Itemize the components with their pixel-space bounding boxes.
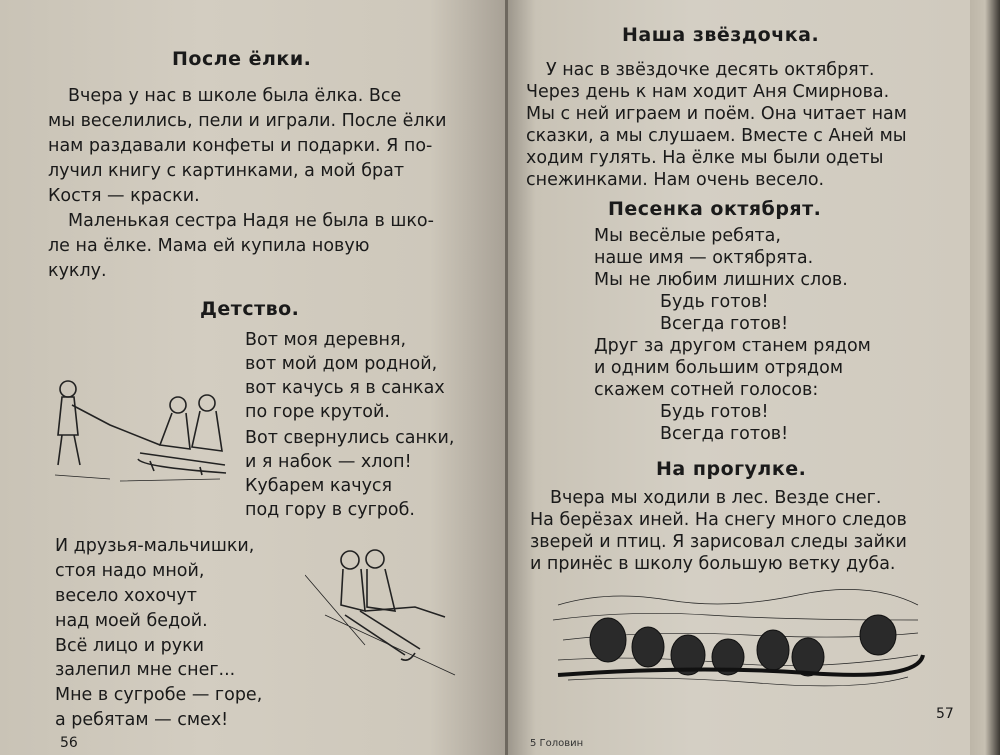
right-page — [508, 0, 970, 755]
text-line: нам раздавали конфеты и подарки. Я по- — [48, 136, 433, 156]
poem-line: скажем сотней голосов: — [594, 380, 819, 400]
poem-line: Кубарем качуся — [245, 476, 393, 496]
text-line: ходим гулять. На ёлке мы были одеты — [526, 148, 884, 168]
text-line: У нас в звёздочке десять октябрят. — [546, 60, 875, 80]
poem-line: и одним большим отрядом — [594, 358, 844, 378]
text-line: куклу. — [48, 261, 107, 281]
text-line: На берёзах иней. На снегу много следов — [530, 510, 907, 530]
text-line: и принёс в школу большую ветку дуба. — [530, 554, 896, 574]
poem-line: вот мой дом родной, — [245, 354, 438, 374]
heading-detstvo: Детство. — [200, 298, 300, 320]
poem-line: наше имя — октябрята. — [594, 248, 814, 268]
poem-line: вот качусь я в санках — [245, 378, 445, 398]
heading-na-progulke: На прогулке. — [656, 458, 807, 480]
page-edges — [970, 0, 1000, 755]
poem-line: под гору в сугроб. — [245, 500, 415, 520]
poem-line: Всегда готов! — [660, 424, 789, 444]
poem-line: стоя надо мной, — [55, 561, 205, 581]
poem-line: над моей бедой. — [55, 611, 208, 631]
poem-line: Всегда готов! — [660, 314, 789, 334]
poem-line: залепил мне снег... — [55, 660, 236, 680]
poem-line: Вот моя деревня, — [245, 330, 407, 350]
heading-pesenka: Песенка октябрят. — [608, 198, 822, 220]
text-line: Вчера мы ходили в лес. Везде снег. — [550, 488, 882, 508]
poem-line: по горе крутой. — [245, 402, 390, 422]
poem-line: Будь готов! — [660, 292, 769, 312]
text-line: сказки, а мы слушаем. Вместе с Аней мы — [526, 126, 907, 146]
text-line: Костя — краски. — [48, 186, 200, 206]
text-line: Вчера у нас в школе была ёлка. Все — [68, 86, 402, 106]
sled-illustration — [305, 545, 485, 685]
poem-line: Вот свернулись санки, — [245, 428, 455, 448]
poem-line: Всё лицо и руки — [55, 636, 205, 656]
text-line: снежинками. Нам очень весело. — [526, 170, 825, 190]
poem-line: и я набок — хлоп! — [245, 452, 412, 472]
text-line: зверей и птиц. Я зарисовал следы зайки — [530, 532, 907, 552]
poem-line: а ребятам — смех! — [55, 710, 229, 730]
text-line: Через день к нам ходит Аня Смирнова. — [526, 82, 890, 102]
poem-line: Друг за другом станем рядом — [594, 336, 871, 356]
page-number: 57 — [936, 706, 954, 722]
text-line: Мы с ней играем и поём. Она читает нам — [526, 104, 907, 124]
poem-line: Будь готов! — [660, 402, 769, 422]
poem-line: весело хохочут — [55, 586, 197, 606]
birds-illustration — [548, 585, 928, 705]
text-line: ле на ёлке. Мама ей купила новую — [48, 236, 370, 256]
print-signature: 5 Головин — [530, 738, 584, 749]
poem-line: Мне в сугробе — горе, — [55, 685, 263, 705]
poem-line: И друзья-мальчишки, — [55, 536, 255, 556]
text-line: Маленькая сестра Надя не была в шко- — [68, 211, 434, 231]
text-line: мы веселились, пели и играли. После ёлки — [48, 111, 447, 131]
heading-nasha-zvezdochka: Наша звёздочка. — [622, 24, 820, 46]
sled-illustration — [50, 375, 240, 490]
text-line: лучил книгу с картинками, а мой брат — [48, 161, 405, 181]
poem-line: Мы весёлые ребята, — [594, 226, 781, 246]
page-number: 56 — [60, 735, 78, 751]
poem-line: Мы не любим лишних слов. — [594, 270, 848, 290]
heading-posle-elki: После ёлки. — [172, 48, 312, 70]
